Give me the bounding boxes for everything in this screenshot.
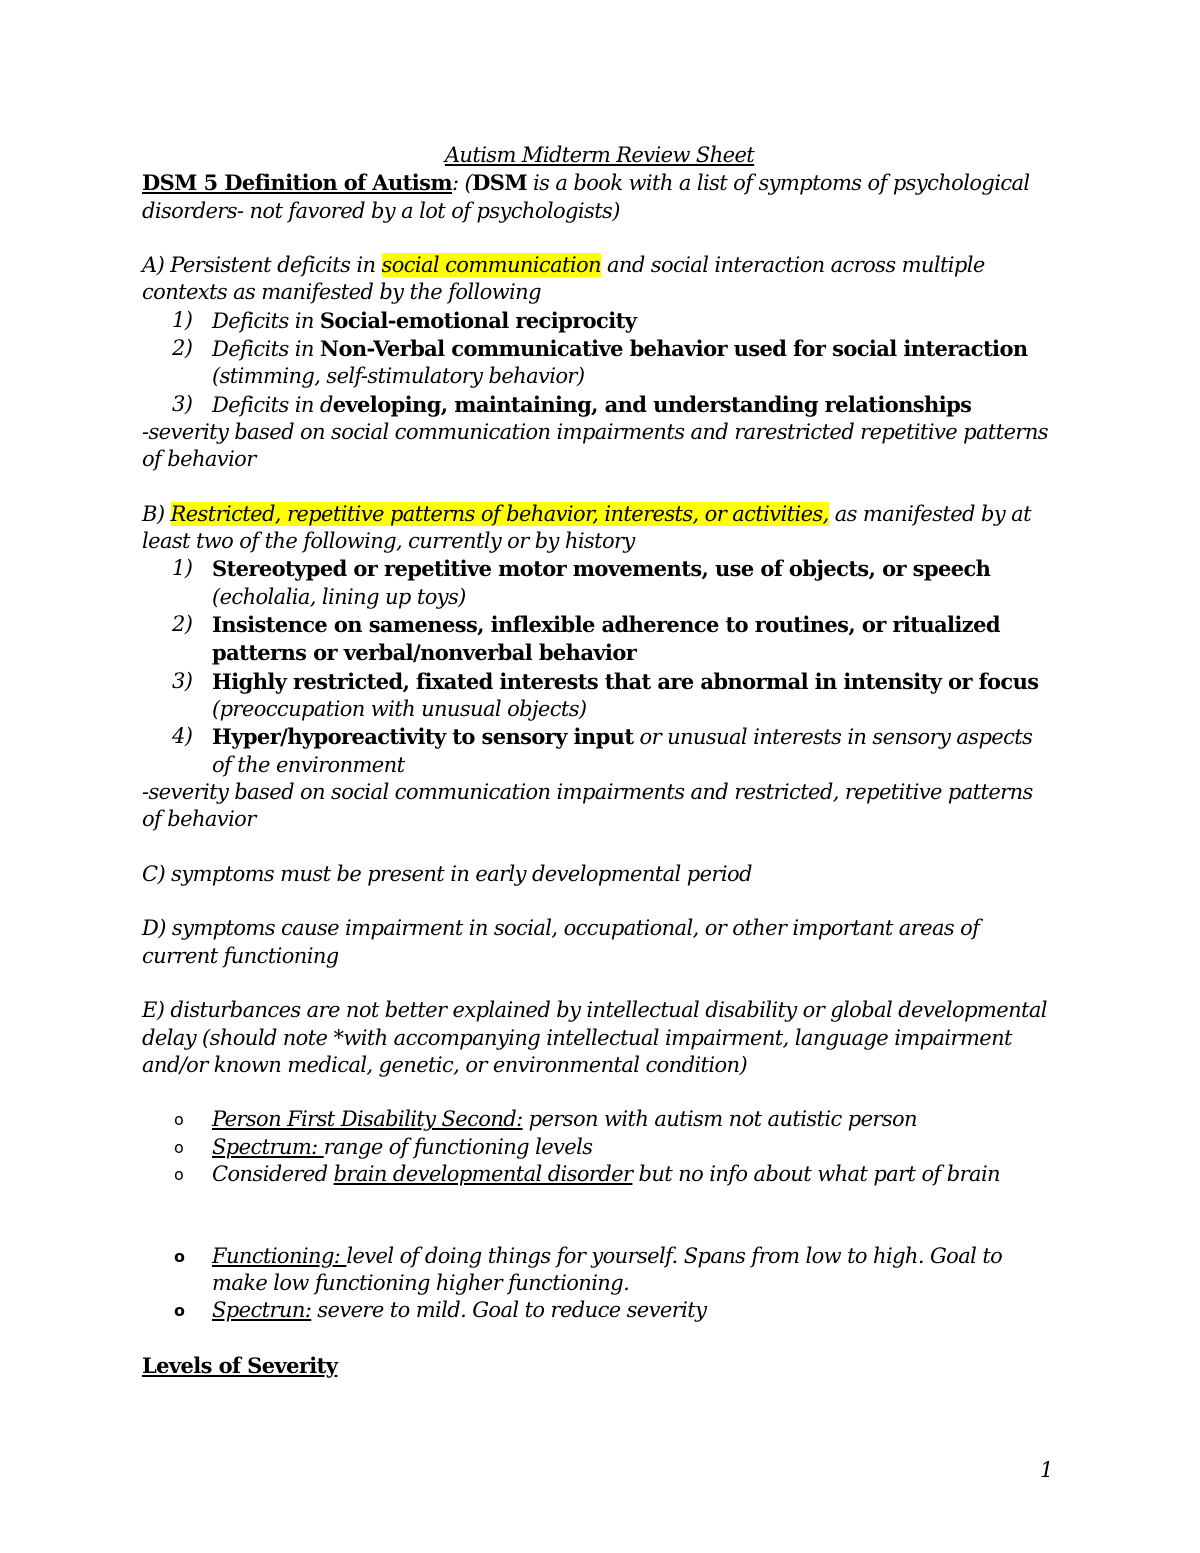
list-item-note: (echolalia, lining up toys) [212, 584, 466, 609]
section-b-list [142, 555, 1057, 778]
list-item [142, 723, 1057, 779]
spacer [142, 1325, 1057, 1352]
bullet-term: Person First Disability Second: [212, 1107, 523, 1132]
list-item [142, 555, 1057, 611]
list-item-bold: Non-Verbal communicative behavior used for social interaction [319, 336, 1028, 362]
section-a-suffix: and social interaction across multiple contexts as manifested by the following [142, 253, 985, 305]
list-number: 3) [172, 391, 193, 416]
section-d: D) symptoms cause impairment in social, occupational, or other important areas of current functioning [142, 916, 980, 968]
list-item [142, 335, 1057, 391]
levels-heading: Levels of Severity [142, 1353, 338, 1379]
bullet-term: Functioning: [212, 1243, 347, 1268]
section-c: C) symptoms must be present in early developmental period [142, 861, 752, 886]
bullet-text: person with autism not autistic person [522, 1107, 917, 1132]
section-e: E) disturbances are not better explained by intellectual disability or global developmental delay (should note *with accompanying intellectual impairment, language impairment and/or known medical, genetic, or environmental condition) [142, 998, 1047, 1077]
list-item-pre: Deficits in [212, 337, 320, 362]
bullet-text: severe to mild. Goal to reduce severity [311, 1298, 707, 1323]
list-item-after: or unusual interests in sensory aspects of the environment [212, 725, 1033, 777]
list-number: 3) [172, 668, 193, 693]
list-item-pre: Deficits in [212, 308, 320, 333]
bullet-icon: o [174, 1137, 184, 1157]
section-a-severity: -severity based on social communication impairments and rarestricted repetitive patterns of behavior [142, 419, 1048, 472]
list-number: 2) [172, 336, 193, 361]
list-item [142, 1106, 1057, 1133]
section-a-highlight: social communication [381, 253, 601, 278]
list-item [142, 391, 1057, 419]
list-number: 1) [172, 556, 193, 581]
spacer [142, 474, 1057, 501]
spacer [142, 833, 1057, 860]
list-item [142, 611, 1057, 668]
list-item [142, 668, 1057, 724]
spacer [142, 888, 1057, 915]
bullet-term: brain developmental disorder [333, 1161, 633, 1186]
intro-rest: is a book with a list of symptoms of psychological disorders- not favored by a lot of psychologists) [142, 171, 1030, 223]
section-b-prefix: B) [142, 501, 171, 526]
list-item-bold: Social-emotional reciprocity [319, 307, 637, 333]
section-a-list [142, 307, 1057, 419]
page-number: 1 [1040, 1458, 1054, 1482]
section-b-suffix: as manifested by at least two of the following, currently or by history [142, 501, 1031, 554]
section-b-severity: -severity based on social communication impairments and restricted, repetitive patterns of behavior [142, 779, 1033, 832]
section-b-highlight: Restricted, repetitive patterns of behavior, interests, or activities, [170, 501, 829, 526]
list-number: 2) [172, 612, 193, 637]
spacer [142, 1079, 1057, 1106]
page-title: Autism Midterm Review Sheet [444, 143, 755, 167]
list-item-pre: Deficits in d [212, 392, 333, 417]
list-item-bold: eveloping, maintaining, and understanding relationships [332, 391, 972, 417]
spacer [142, 1188, 1057, 1215]
bullet-icon: o [174, 1246, 185, 1266]
list-item-note: (stimming, self-stimulatory behavior) [212, 364, 585, 389]
list-item-bold: Stereotyped or repetitive motor movements, use of objects, or speech [212, 556, 991, 582]
bullet-icon: o [174, 1301, 185, 1321]
bullet-list-2 [142, 1243, 1057, 1325]
list-number: 1) [172, 307, 193, 332]
list-item [142, 1297, 1057, 1324]
intro-colon: : ( [451, 171, 473, 196]
bullet-pre: Considered [212, 1161, 334, 1186]
section-a-intro [142, 252, 1057, 307]
list-item-bold: Insistence on sameness, inflexible adherence to routines, or ritualized patterns or verbal/nonverbal behavior [212, 612, 1000, 666]
list-item [142, 1134, 1057, 1161]
bullet-text: but no info about what part of brain [632, 1161, 1000, 1186]
document-body [142, 142, 1057, 1379]
bullet-term: Spectrum: [212, 1134, 324, 1159]
list-item [142, 1161, 1057, 1188]
intro-dsm: DSM [472, 170, 527, 196]
list-item-bold: Hyper/hyporeactivity to sensory input [212, 724, 634, 750]
spacer [142, 1216, 1057, 1243]
spacer [142, 225, 1057, 252]
bullet-term: Spectrun: [212, 1298, 312, 1323]
list-number: 4) [172, 724, 193, 749]
list-item [142, 307, 1057, 335]
list-item [142, 1243, 1057, 1298]
list-item-bold: Highly restricted, fixated interests that are abnormal in intensity or focus [212, 668, 1039, 694]
bullet-list-1 [142, 1106, 1057, 1188]
bullet-icon: o [174, 1164, 184, 1184]
bullet-text: level of doing things for yourself. Spans from low to high. Goal to make low functioning higher functioning. [212, 1243, 1003, 1296]
list-item-note: (preoccupation with unusual objects) [212, 696, 587, 721]
section-b-intro [142, 501, 1057, 556]
section-a-prefix: A) Persistent deficits in [142, 253, 382, 278]
intro-paragraph [142, 169, 1057, 225]
dsm-heading: DSM 5 Definition of Autism [142, 170, 452, 196]
spacer [142, 970, 1057, 997]
bullet-text: range of functioning levels [323, 1134, 593, 1159]
bullet-icon: o [174, 1110, 184, 1130]
